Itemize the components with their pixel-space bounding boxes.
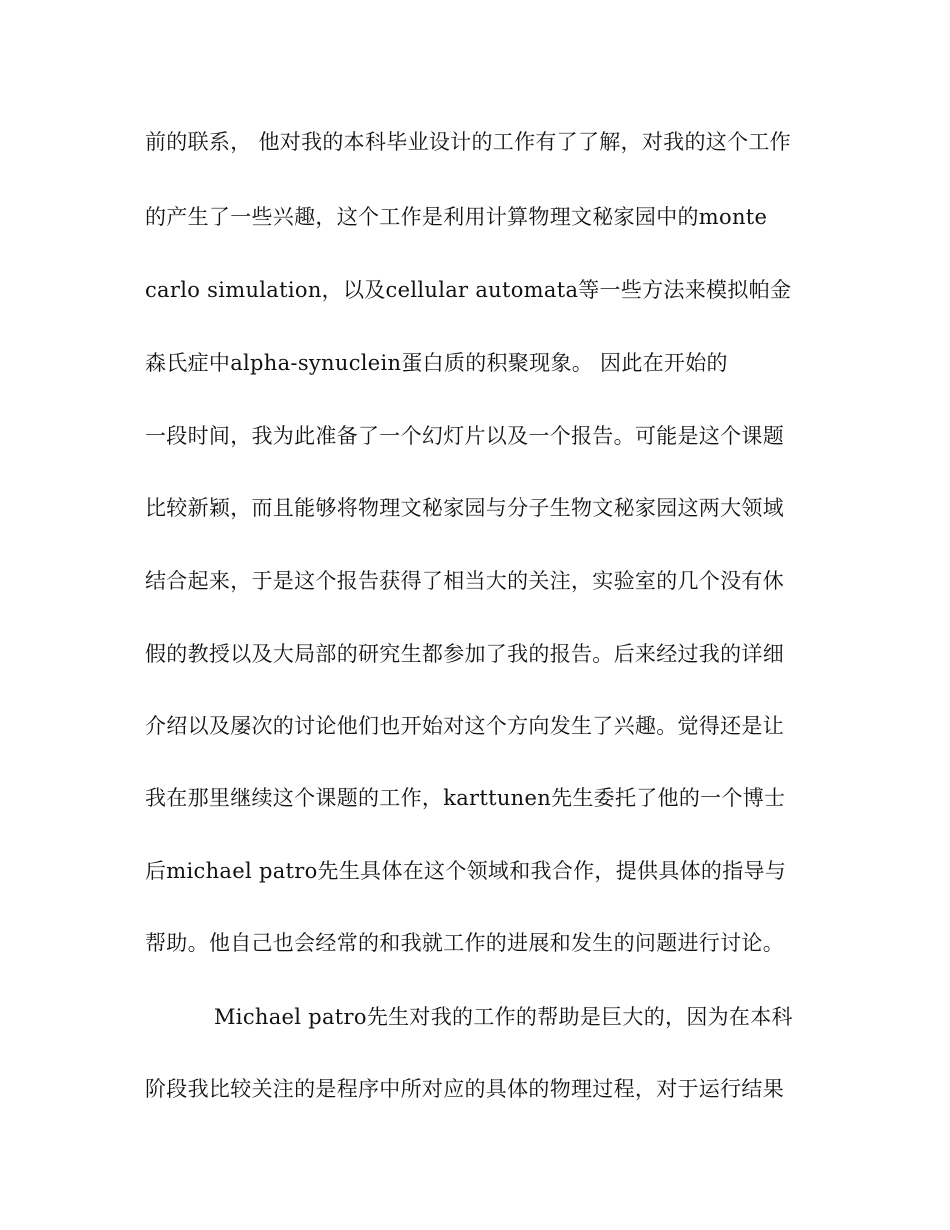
text-line: 假的教授以及大局部的研究生都参加了我的报告。后来经过我的详细 xyxy=(145,642,784,666)
text-line: 介绍以及屡次的讨论他们也开始对这个方向发生了兴趣。觉得还是让 xyxy=(145,714,784,738)
text-line: 一段时间，我为此准备了一个幻灯片以及一个报告。可能是这个课题 xyxy=(145,424,784,448)
text-line: carlo simulation，以及cellular automata等一些方法来模拟帕金 xyxy=(145,278,792,302)
text-line: 后michael patro先生具体在这个领域和我合作，提供具体的指导与 xyxy=(145,859,787,883)
text-line: 森氏症中alpha-synuclein蛋白质的积聚现象。 因此在开始的 xyxy=(145,351,728,375)
text-line: 阶段我比较关注的是程序中所对应的具体的物理过程，对于运行结果 xyxy=(145,1077,784,1101)
text-line: 结合起来，于是这个报告获得了相当大的关注，实验室的几个没有休 xyxy=(145,569,784,593)
text-line: 我在那里继续这个课题的工作，karttunen先生委托了他的一个博士 xyxy=(145,786,786,810)
text-line: 比较新颖，而且能够将物理文秘家园与分子生物文秘家园这两大领域 xyxy=(145,496,784,520)
paragraph-first-line: Michael patro先生对我的工作的帮助是巨大的，因为在本科 xyxy=(214,1005,793,1029)
text-line: 帮助。他自己也会经常的和我就工作的进展和发生的问题进行讨论。 xyxy=(145,931,784,955)
text-line: 的产生了一些兴趣，这个工作是利用计算物理文秘家园中的monte xyxy=(145,205,768,229)
text-line: 前的联系， 他对我的本科毕业设计的工作有了了解，对我的这个工作 xyxy=(145,130,791,154)
